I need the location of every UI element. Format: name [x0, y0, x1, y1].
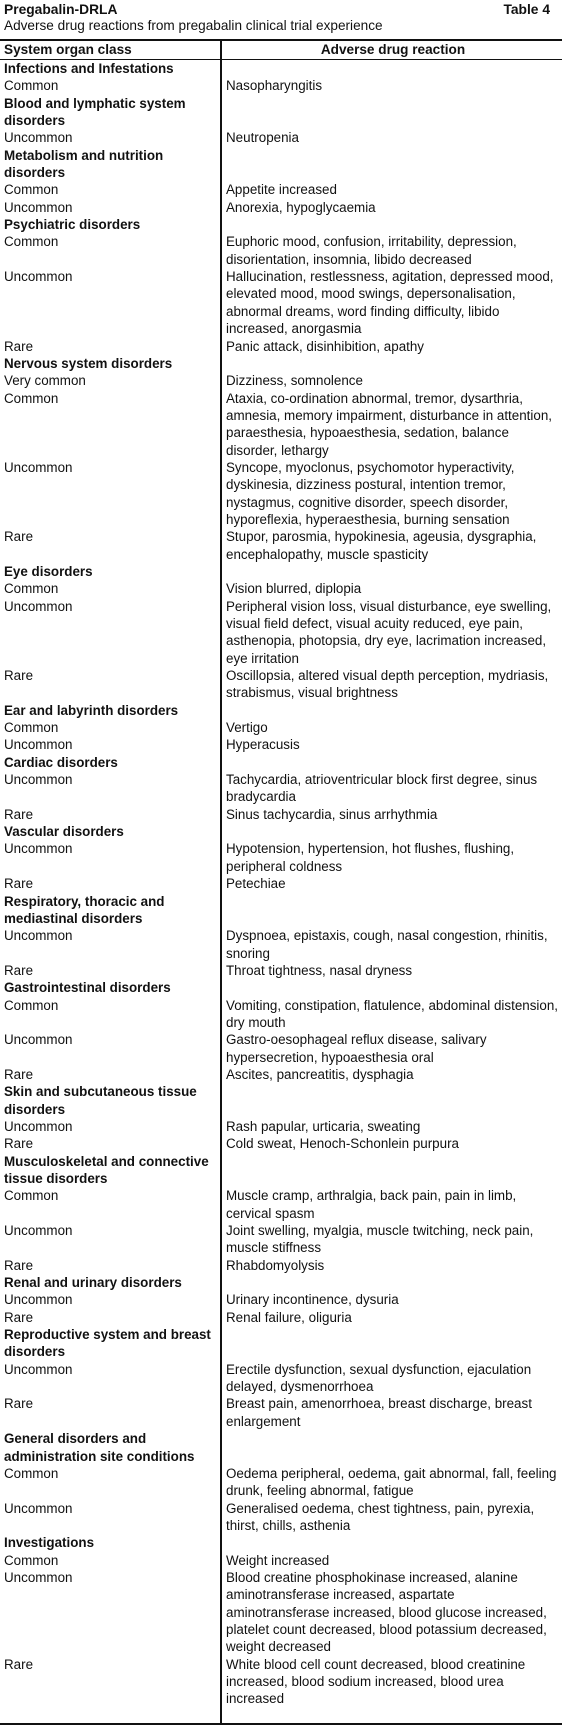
section-row	[0, 702, 562, 719]
reactions-cell: Rash papular, urticaria, sweating	[226, 1118, 421, 1134]
reactions-cell: Joint swelling, myalgia, muscle twitching, neck pain, muscle stiffness	[226, 1223, 534, 1256]
frequency-cell: Uncommon	[4, 1569, 73, 1585]
document-title: Pregabalin-DRLA	[4, 2, 118, 17]
section-row	[0, 893, 562, 928]
reaction-row	[0, 736, 562, 753]
section-row	[0, 1153, 562, 1188]
frequency-cell: Uncommon	[4, 269, 73, 285]
empty-cell	[220, 1153, 562, 1188]
reactions-cell: Ascites, pancreatitis, dysphagia	[226, 1066, 414, 1082]
column-divider	[220, 41, 222, 1723]
empty-cell	[220, 893, 562, 928]
table-label: Table 4	[503, 2, 550, 17]
reactions-cell: Neutropenia	[226, 130, 299, 146]
reactions-cell: Generalised oedema, chest tightness, pain, pyrexia, thirst, chills, asthenia	[226, 1500, 535, 1533]
frequency-cell: Common	[4, 390, 59, 406]
system-organ-class: Eye disorders	[4, 563, 93, 579]
system-organ-class: Vascular disorders	[4, 824, 124, 840]
section-row	[0, 60, 562, 77]
reaction-row	[0, 1309, 562, 1326]
frequency-cell: Very common	[4, 373, 86, 389]
system-organ-class: Respiratory, thoracic and mediastinal disorders	[4, 893, 165, 926]
frequency-cell: Rare	[4, 1257, 34, 1273]
section-row	[0, 1274, 562, 1291]
reaction-row	[0, 997, 562, 1032]
reaction-row	[0, 1135, 562, 1152]
frequency-cell: Uncommon	[4, 1292, 73, 1308]
section-row	[0, 95, 562, 130]
bottom-rule	[0, 1723, 562, 1725]
reaction-row	[0, 1569, 562, 1656]
reactions-cell: Vomiting, constipation, flatulence, abdominal distension, dry mouth	[226, 997, 558, 1030]
reaction-row	[0, 129, 562, 146]
section-row	[0, 979, 562, 996]
reactions-cell: Vision blurred, diplopia	[226, 581, 362, 597]
system-organ-class: Metabolism and nutrition disorders	[4, 147, 164, 181]
table-caption: Adverse drug reactions from pregabalin clinical trial experience	[4, 18, 383, 33]
empty-cell	[220, 754, 562, 771]
system-organ-class: Psychiatric disorders	[4, 217, 141, 233]
frequency-cell: Rare	[4, 962, 34, 978]
empty-cell	[220, 1534, 562, 1551]
frequency-cell: Uncommon	[4, 1500, 73, 1516]
section-row	[0, 355, 562, 372]
system-organ-class: Ear and labyrinth disorders	[4, 702, 179, 718]
reaction-row	[0, 181, 562, 198]
reaction-row	[0, 962, 562, 979]
reactions-cell: Panic attack, disinhibition, apathy	[226, 338, 425, 354]
reaction-row	[0, 719, 562, 736]
reaction-row	[0, 390, 562, 459]
frequency-cell: Common	[4, 234, 59, 250]
reactions-cell: Rhabdomyolysis	[226, 1257, 325, 1273]
system-organ-class: Investigations	[4, 1535, 95, 1551]
frequency-cell: Rare	[4, 876, 34, 892]
frequency-cell: Uncommon	[4, 841, 73, 857]
reaction-row	[0, 771, 562, 806]
frequency-cell: Rare	[4, 1656, 34, 1672]
frequency-cell: Uncommon	[4, 130, 73, 146]
reaction-row	[0, 1187, 562, 1222]
reaction-row	[0, 840, 562, 875]
system-organ-class: Gastrointestinal disorders	[4, 980, 171, 996]
empty-cell	[220, 1274, 562, 1291]
reactions-cell: Weight increased	[226, 1552, 330, 1568]
system-organ-class: Infections and Infestations	[4, 61, 174, 76]
reaction-row	[0, 667, 562, 702]
frequency-cell: Common	[4, 1188, 59, 1204]
empty-cell	[220, 979, 562, 996]
frequency-cell: Rare	[4, 806, 34, 822]
empty-cell	[220, 563, 562, 580]
frequency-cell: Common	[4, 182, 59, 198]
reactions-cell: Hypotension, hypertension, hot flushes, flushing, peripheral coldness	[226, 841, 515, 874]
system-organ-class: Nervous system disorders	[4, 355, 173, 371]
reaction-row	[0, 1291, 562, 1308]
reactions-cell: Peripheral vision loss, visual disturbance, eye swelling, visual field defect, visual acuity reduced, eye pain, asthenopia, photopsia, dry eye, lacrimation increased, eye irritation	[226, 598, 552, 666]
reactions-cell: Blood creatine phosphokinase increased, alanine aminotransferase increased, aspartate aminotransferase increased, blood glucose increased, platelet count decreased, blood potassium decreased, weight decreased	[226, 1569, 547, 1655]
frequency-cell: Rare	[4, 338, 34, 354]
empty-cell	[220, 1326, 562, 1361]
reaction-row	[0, 459, 562, 528]
reaction-row	[0, 1118, 562, 1135]
frequency-cell: Uncommon	[4, 1223, 73, 1239]
frequency-cell: Common	[4, 581, 59, 597]
reaction-row	[0, 528, 562, 563]
system-organ-class: Reproductive system and breast disorders	[4, 1327, 211, 1360]
frequency-cell: Rare	[4, 1136, 34, 1152]
frequency-cell: Common	[4, 78, 59, 94]
reactions-cell: Throat tightness, nasal dryness	[226, 962, 413, 978]
reactions-cell: Nasopharyngitis	[226, 78, 323, 94]
reaction-row	[0, 1257, 562, 1274]
table-header	[0, 41, 562, 60]
column-header-adverse-drug-reaction: Adverse drug reaction	[320, 42, 466, 57]
reaction-row	[0, 77, 562, 94]
frequency-cell: Common	[4, 997, 59, 1013]
reaction-row	[0, 806, 562, 823]
frequency-cell: Common	[4, 720, 59, 736]
reactions-cell: Tachycardia, atrioventricular block first degree, sinus bradycardia	[226, 772, 538, 805]
empty-cell	[220, 95, 562, 130]
table-body	[0, 60, 562, 1708]
reactions-cell: Appetite increased	[226, 182, 337, 198]
reaction-row	[0, 1500, 562, 1535]
reactions-cell: Ataxia, co-ordination abnormal, tremor, dysarthria, amnesia, memory impairment, disturbance in attention, paraesthesia, hypoaesthesia, sedation, balance disorder, lethargy	[226, 390, 552, 458]
reaction-row	[0, 372, 562, 389]
empty-cell	[220, 1430, 562, 1465]
section-row	[0, 823, 562, 840]
system-organ-class: General disorders and administration site conditions	[4, 1431, 195, 1464]
frequency-cell: Uncommon	[4, 1118, 73, 1134]
adverse-reactions-table	[0, 60, 562, 1708]
section-row	[0, 216, 562, 233]
frequency-cell: Rare	[4, 1396, 34, 1412]
frequency-cell: Common	[4, 1465, 59, 1481]
frequency-cell: Uncommon	[4, 598, 73, 614]
column-header-system-organ-class: System organ class	[4, 42, 132, 57]
section-row	[0, 1083, 562, 1118]
reaction-row	[0, 1031, 562, 1066]
reactions-cell: Gastro-oesophageal reflux disease, salivary hypersecretion, hypoaesthesia oral	[226, 1032, 487, 1065]
frequency-cell: Common	[4, 1552, 59, 1568]
reaction-row	[0, 580, 562, 597]
empty-cell	[220, 147, 562, 182]
section-row	[0, 563, 562, 580]
reaction-row	[0, 927, 562, 962]
frequency-cell: Uncommon	[4, 737, 73, 753]
reaction-row	[0, 1395, 562, 1430]
section-row	[0, 754, 562, 771]
reactions-cell: Erectile dysfunction, sexual dysfunction, ejaculation delayed, dysmenorrhoea	[226, 1361, 532, 1395]
reactions-cell: Urinary incontinence, dysuria	[226, 1292, 399, 1308]
system-organ-class: Blood and lymphatic system disorders	[4, 95, 186, 129]
reactions-cell: Syncope, myoclonus, psychomotor hyperactivity, dyskinesia, dizziness postural, intention tremor, nystagmus, cognitive disorder, speech disorder, hyporeflexia, hyperaesthesia, burning sensation	[226, 459, 515, 527]
empty-cell	[220, 355, 562, 372]
empty-cell	[220, 823, 562, 840]
reaction-row	[0, 233, 562, 268]
section-row	[0, 1534, 562, 1551]
reactions-cell: Hyperacusis	[226, 737, 300, 753]
reactions-cell: Stupor, parosmia, hypokinesia, ageusia, dysgraphia, encephalopathy, muscle spasticity	[226, 529, 537, 562]
frequency-cell: Uncommon	[4, 199, 73, 215]
reaction-row	[0, 1552, 562, 1569]
reactions-cell: Muscle cramp, arthralgia, back pain, pain in limb, cervical spasm	[226, 1188, 517, 1221]
frequency-cell: Rare	[4, 1309, 34, 1325]
reaction-row	[0, 268, 562, 337]
frequency-cell: Uncommon	[4, 1032, 73, 1048]
reaction-row	[0, 199, 562, 216]
frequency-cell: Uncommon	[4, 772, 73, 788]
system-organ-class: Cardiac disorders	[4, 754, 118, 770]
empty-cell	[220, 1083, 562, 1118]
system-organ-class: Musculoskeletal and connective tissue disorders	[4, 1153, 209, 1186]
reaction-row	[0, 1222, 562, 1257]
reaction-row	[0, 1465, 562, 1500]
reaction-row	[0, 1361, 562, 1396]
reactions-cell: Euphoric mood, confusion, irritability, depression, disorientation, insomnia, libido decreased	[226, 234, 517, 267]
system-organ-class: Renal and urinary disorders	[4, 1275, 182, 1291]
reaction-row	[0, 338, 562, 355]
reactions-cell: Petechiae	[226, 876, 286, 892]
system-organ-class: Skin and subcutaneous tissue disorders	[4, 1084, 197, 1117]
reactions-cell: Vertigo	[226, 720, 268, 736]
reactions-cell: Dizziness, somnolence	[226, 373, 363, 389]
frequency-cell: Rare	[4, 1066, 34, 1082]
reaction-row	[0, 875, 562, 892]
section-row	[0, 1326, 562, 1361]
empty-cell	[220, 702, 562, 719]
reactions-cell: Oscillopsia, altered visual depth perception, mydriasis, strabismus, visual brightness	[226, 668, 549, 701]
reactions-cell: Anorexia, hypoglycaemia	[226, 199, 376, 215]
reactions-cell: Renal failure, oliguria	[226, 1309, 352, 1325]
reactions-cell: White blood cell count decreased, blood creatinine increased, blood sodium increased, blood urea increased	[226, 1656, 526, 1707]
frequency-cell: Rare	[4, 529, 34, 545]
reactions-cell: Cold sweat, Henoch-Schonlein purpura	[226, 1136, 459, 1152]
section-row	[0, 147, 562, 182]
frequency-cell: Uncommon	[4, 459, 73, 475]
reaction-row	[0, 1066, 562, 1083]
frequency-cell: Rare	[4, 668, 34, 684]
reactions-cell: Oedema peripheral, oedema, gait abnormal, fall, feeling drunk, feeling abnormal, fatigue	[226, 1465, 557, 1499]
empty-cell	[220, 60, 562, 77]
reaction-row	[0, 598, 562, 667]
reactions-cell: Sinus tachycardia, sinus arrhythmia	[226, 806, 438, 822]
reactions-cell: Hallucination, restlessness, agitation, depressed mood, elevated mood, mood swings, depersonalisation, abnormal dreams, word finding difficulty, libido increased, anorgasmia	[226, 269, 554, 337]
section-row	[0, 1430, 562, 1465]
reaction-row	[0, 1656, 562, 1708]
frequency-cell: Uncommon	[4, 928, 73, 944]
frequency-cell: Uncommon	[4, 1361, 73, 1377]
reactions-cell: Dyspnoea, epistaxis, cough, nasal congestion, rhinitis, snoring	[226, 928, 548, 961]
empty-cell	[220, 216, 562, 233]
reactions-cell: Breast pain, amenorrhoea, breast discharge, breast enlargement	[226, 1396, 532, 1429]
